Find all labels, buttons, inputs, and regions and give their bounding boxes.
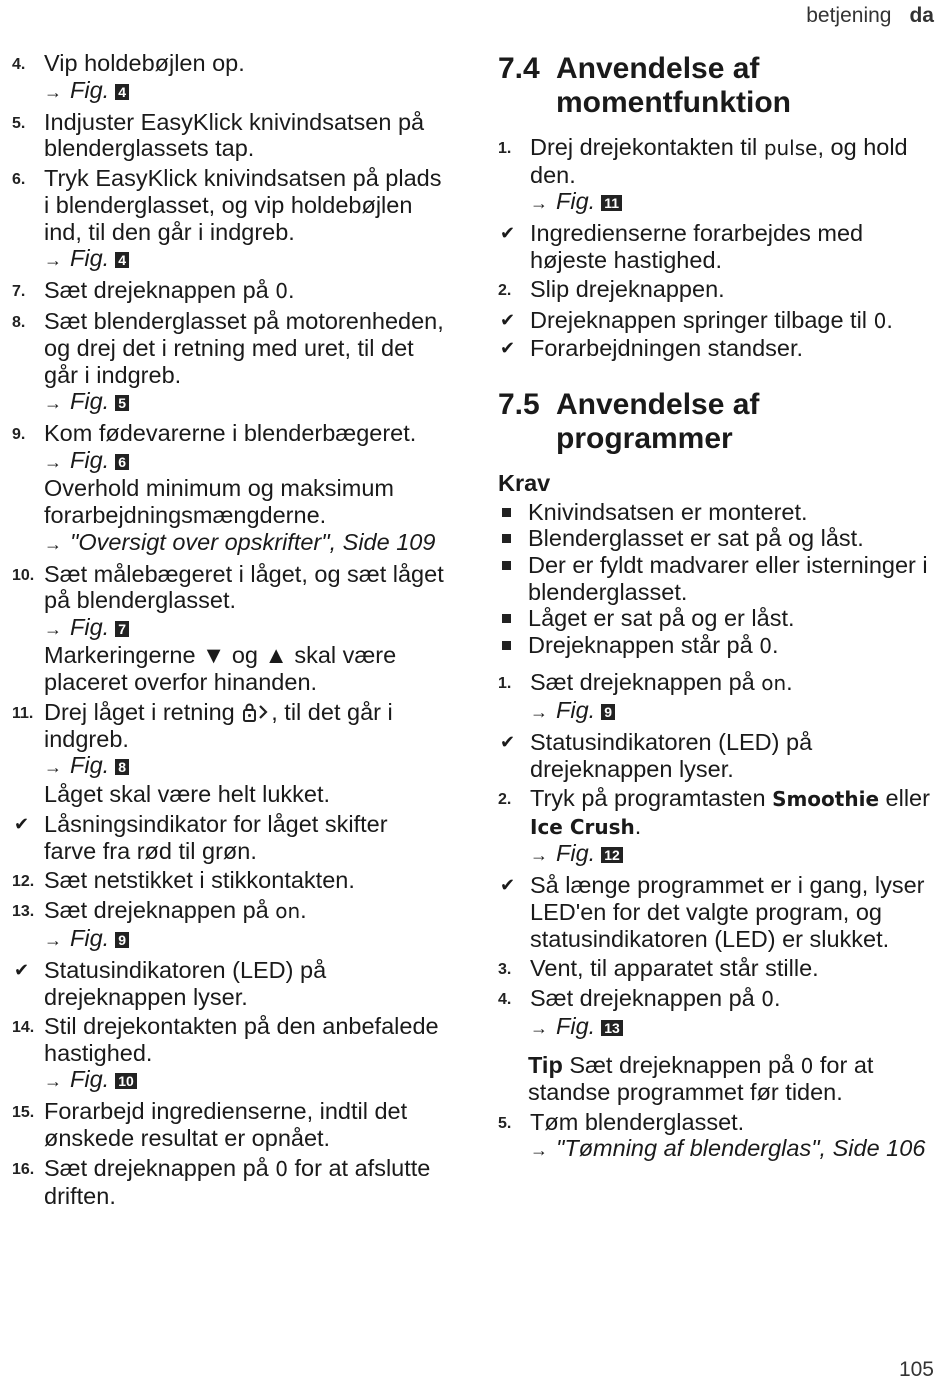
- punct: .: [786, 669, 793, 696]
- requirement-text: Knivindsatsen er monteret.: [528, 498, 808, 525]
- arrow-icon: →: [44, 1071, 62, 1092]
- step-text: Sæt drejeknappen på: [44, 1155, 269, 1182]
- result-text: Drejeknappen springer tilbage til: [530, 306, 868, 333]
- fig-label: Fig.: [556, 188, 596, 215]
- check-icon: ✔: [14, 960, 30, 980]
- figure-reference: [44, 925, 444, 954]
- figure-reference: [44, 77, 444, 106]
- check-icon: ✔: [500, 223, 516, 244]
- knob-setting: 0: [873, 308, 887, 333]
- check-icon: ✔: [14, 814, 30, 835]
- step-text: Sæt drejeknappen på: [530, 985, 755, 1012]
- result-text: Statusindikatoren (LED) på drejeknappen lyser.: [44, 957, 327, 1010]
- punct: .: [886, 306, 893, 333]
- bullet-square-icon: [502, 614, 511, 623]
- punct: .: [300, 897, 307, 924]
- step-number: 6.: [12, 171, 26, 189]
- result-text: Så længe programmet er i gang, lyser LED'en for det valgte program, og statusindikatoren (LED) er slukket.: [530, 872, 925, 952]
- step-text: , og hold den.: [530, 134, 908, 188]
- step-number: 10.: [12, 566, 35, 584]
- link-text[interactable]: "Oversigt over opskrifter", Side 109: [70, 528, 436, 555]
- note-part: og: [231, 642, 258, 669]
- section-title: Anvendelse af momentfunktion: [556, 52, 791, 119]
- bullet-square-icon: [502, 561, 511, 570]
- figure-reference: [530, 840, 938, 869]
- step-text: eller: [885, 785, 930, 812]
- result-text: Ingredienserne forarbejdes med højeste hastighed.: [530, 220, 864, 273]
- check-icon: ✔: [500, 732, 516, 752]
- check-icon: ✔: [500, 875, 516, 896]
- step-number: 12.: [12, 873, 35, 891]
- step-note: [44, 642, 444, 695]
- step-text: Sæt drejeknappen på: [530, 669, 755, 696]
- triangle-up-icon: ▲: [264, 642, 288, 669]
- fig-label: Fig.: [556, 1012, 596, 1039]
- step-number: 14.: [12, 1019, 35, 1037]
- step-text: Tryk EasyKlick knivindsatsen på plads i blenderglasset, og vip holdebøjlen ind, til den går i indgreb.: [44, 165, 442, 245]
- arrow-icon: →: [44, 451, 62, 472]
- figure-number-badge: 4: [115, 84, 129, 100]
- requirement-item: [498, 552, 938, 605]
- step-note: Overhold minimum og maksimum forarbejdningsmængderne.: [44, 475, 394, 528]
- step-text: Tøm blenderglasset.: [530, 1108, 745, 1135]
- lock-direction-icon: [241, 699, 271, 725]
- figure-number-badge: 5: [115, 395, 129, 411]
- bullet-square-icon: [502, 641, 511, 650]
- language-code: da: [909, 4, 934, 27]
- step-number: 7.: [12, 283, 26, 301]
- section-title: Anvendelse af programmer: [556, 387, 760, 455]
- fig-label: Fig.: [70, 613, 110, 640]
- arrow-icon: →: [530, 845, 548, 866]
- tip-text: for at standse programmet før tiden.: [528, 1051, 874, 1106]
- fig-label: Fig.: [70, 388, 110, 415]
- requirement-text: Blenderglasset er sat på og låst.: [528, 525, 864, 552]
- fig-label: Fig.: [70, 1066, 110, 1093]
- figure-reference: [44, 614, 444, 643]
- knob-setting: 0: [275, 279, 288, 304]
- figure-reference: [530, 188, 938, 217]
- tip-label: Tip: [528, 1051, 563, 1078]
- fig-label: Fig.: [556, 840, 596, 867]
- step-number: 5.: [498, 1114, 512, 1132]
- arrow-icon: →: [44, 533, 62, 554]
- step-number: 4.: [12, 56, 26, 73]
- link-text[interactable]: "Tømning af blenderglas", Side 106: [556, 1135, 926, 1162]
- step-text: Tryk på programtasten: [530, 785, 766, 812]
- program-step-2: [498, 785, 938, 869]
- step-number: 1.: [498, 140, 512, 157]
- step-text: Drej låget i retning: [44, 699, 235, 726]
- requirement-item: [498, 525, 938, 552]
- step-9: [12, 420, 444, 557]
- step-11: [12, 699, 444, 807]
- program-step-4: [498, 985, 938, 1041]
- requirement-text: Låget er sat på og er låst.: [528, 605, 795, 632]
- fig-label: Fig.: [70, 245, 110, 272]
- moment-result-2a: [498, 307, 938, 335]
- step-number: 2.: [498, 791, 512, 809]
- requirement-item: [498, 632, 938, 660]
- program-key-ice-crush: Ice Crush: [530, 814, 635, 839]
- step-10: [12, 561, 444, 696]
- step-text: Sæt blenderglasset på motorenheden, og drej det i retning med uret, til det går i indgreb.: [44, 308, 444, 388]
- step-text: for at afslutte driften.: [44, 1155, 431, 1209]
- cross-reference-link[interactable]: [530, 1135, 938, 1164]
- requirement-item: [498, 605, 938, 632]
- step-number: 5.: [12, 114, 26, 132]
- step-number: 15.: [12, 1104, 35, 1122]
- check-icon: ✔: [500, 338, 516, 359]
- step-number: 1.: [498, 675, 512, 693]
- program-key-smoothie: Smoothie: [772, 787, 880, 812]
- moment-result-1: [498, 220, 938, 273]
- requirements-heading: Krav: [498, 469, 551, 496]
- step-text: , til det går i indgreb.: [44, 699, 393, 752]
- figure-reference: [530, 697, 938, 726]
- fig-label: Fig.: [70, 446, 110, 473]
- step-number: 2.: [498, 282, 512, 300]
- figure-reference: [44, 447, 444, 476]
- step-5: [12, 109, 444, 162]
- step-text: Sæt målebægeret i låget, og sæt låget på blenderglasset.: [44, 560, 444, 614]
- requirement-text: Der er fyldt madvarer eller isterninger i blenderglasset.: [528, 551, 928, 605]
- arrow-icon: →: [530, 1017, 548, 1038]
- step-text: Sæt netstikket i stikkontakten.: [44, 867, 355, 894]
- figure-number-badge: 12: [601, 847, 623, 863]
- punct: .: [287, 277, 295, 304]
- tip-note: [498, 1052, 938, 1106]
- note-part: Markeringerne: [44, 642, 196, 669]
- step-number: 8.: [12, 314, 26, 332]
- figure-reference: [44, 388, 444, 417]
- fig-label: Fig.: [70, 924, 110, 951]
- figure-reference: [44, 245, 444, 274]
- step-text: Vip holdebøjlen op.: [44, 50, 245, 76]
- arrow-icon: →: [44, 757, 62, 778]
- step-15: [12, 1098, 444, 1151]
- program-step-5: [498, 1109, 938, 1164]
- punct: .: [634, 812, 642, 839]
- program-result-1: [498, 729, 938, 782]
- program-result-2: [498, 872, 938, 952]
- knob-setting: 0: [759, 633, 772, 658]
- figure-number-badge: 13: [601, 1020, 623, 1036]
- check-icon: ✔: [500, 309, 516, 330]
- arrow-icon: →: [44, 81, 62, 102]
- step-text: Drej drejekontakten til: [530, 134, 758, 160]
- step-text: Stil drejekontakten på den anbefalede hastighed.: [44, 1013, 439, 1066]
- step-8: [12, 308, 444, 416]
- fig-label: Fig.: [70, 76, 110, 103]
- section-name: betjening: [806, 4, 892, 27]
- figure-number-badge: 8: [115, 759, 129, 775]
- figure-number-badge: 9: [115, 932, 129, 948]
- figure-number-badge: 9: [601, 704, 615, 720]
- step-14: [12, 1013, 444, 1095]
- fig-label: Fig.: [556, 696, 596, 723]
- step-text: Slip drejeknappen.: [530, 276, 725, 303]
- step-text: Forarbejd ingredienserne, indtil det ønskede resultat er opnået.: [44, 1098, 408, 1152]
- moment-result-2b: [498, 335, 938, 362]
- cross-reference-link[interactable]: [44, 529, 444, 558]
- punct: .: [771, 631, 779, 658]
- bullet-square-icon: [502, 534, 511, 543]
- step-7: [12, 277, 444, 305]
- step-4: [12, 50, 444, 105]
- step-12: [12, 867, 444, 894]
- right-column: [498, 50, 938, 1167]
- section-heading-7-4: [498, 52, 938, 120]
- section-heading-7-5: [498, 388, 938, 456]
- program-step-3: [498, 955, 938, 982]
- step-number: 9.: [12, 426, 26, 444]
- note-part: skal være placeret overfor hinanden.: [44, 642, 397, 696]
- arrow-icon: →: [530, 193, 548, 214]
- step-text: Kom fødevarerne i blenderbægeret.: [44, 420, 417, 447]
- knob-setting: 0: [800, 1053, 814, 1078]
- step-number: 3.: [498, 961, 512, 979]
- figure-reference: [44, 1066, 444, 1095]
- knob-setting: on: [275, 899, 301, 924]
- step-text: Vent, til apparatet står stille.: [530, 955, 819, 982]
- result-text: Låsningsindikator for låget skifter farve fra rød til grøn.: [44, 811, 388, 864]
- arrow-icon: →: [530, 701, 548, 722]
- figure-reference: [44, 752, 444, 781]
- arrow-icon: →: [530, 1140, 548, 1161]
- section-number: 7.5: [498, 387, 540, 421]
- figure-number-badge: 4: [115, 252, 129, 268]
- figure-reference: [530, 1013, 938, 1042]
- knob-setting: 0: [761, 987, 774, 1012]
- moment-step-2: [498, 276, 938, 303]
- left-column: [12, 50, 444, 1213]
- step-number: 13.: [12, 903, 35, 921]
- arrow-icon: →: [44, 393, 62, 414]
- requirement-item: [498, 499, 938, 526]
- step-number: 4.: [498, 991, 512, 1009]
- figure-number-badge: 10: [115, 1073, 137, 1089]
- triangle-down-icon: ▼: [202, 642, 226, 669]
- figure-number-badge: 6: [115, 454, 129, 470]
- fig-label: Fig.: [70, 752, 110, 779]
- step-13: [12, 897, 444, 953]
- step-16: [12, 1155, 444, 1209]
- program-step-1: [498, 669, 938, 725]
- result-text: Statusindikatoren (LED) på drejeknappen lyser.: [530, 729, 813, 782]
- section-number: 7.4: [498, 52, 540, 85]
- tip-text: Sæt drejeknappen på: [569, 1051, 795, 1078]
- moment-step-1: [498, 134, 938, 217]
- knob-setting: on: [761, 671, 787, 696]
- step-text: Indjuster EasyKlick knivindsatsen på blenderglassets tap.: [44, 108, 425, 162]
- step-text: Sæt drejeknappen på: [44, 897, 269, 924]
- step-6: [12, 165, 444, 273]
- result-13: [12, 957, 444, 1010]
- arrow-icon: →: [44, 618, 62, 639]
- arrow-icon: →: [44, 250, 62, 271]
- arrow-icon: →: [44, 929, 62, 950]
- requirement-text: Drejeknappen står på: [528, 631, 753, 658]
- result-text: Forarbejdningen standser.: [530, 335, 804, 362]
- step-text: Sæt drejeknappen på: [44, 277, 269, 304]
- page-header: [806, 4, 934, 28]
- bullet-square-icon: [502, 508, 511, 517]
- punct: .: [773, 985, 781, 1012]
- figure-number-badge: 11: [601, 195, 622, 211]
- result-11: [12, 811, 444, 864]
- figure-number-badge: 7: [115, 621, 129, 637]
- step-number: 11.: [12, 705, 34, 723]
- knob-setting: 0: [275, 1157, 288, 1182]
- page-number: 105: [898, 1358, 934, 1381]
- step-number: 16.: [12, 1161, 35, 1179]
- step-note: Låget skal være helt lukket.: [44, 780, 331, 807]
- knob-setting: pulse: [763, 136, 818, 160]
